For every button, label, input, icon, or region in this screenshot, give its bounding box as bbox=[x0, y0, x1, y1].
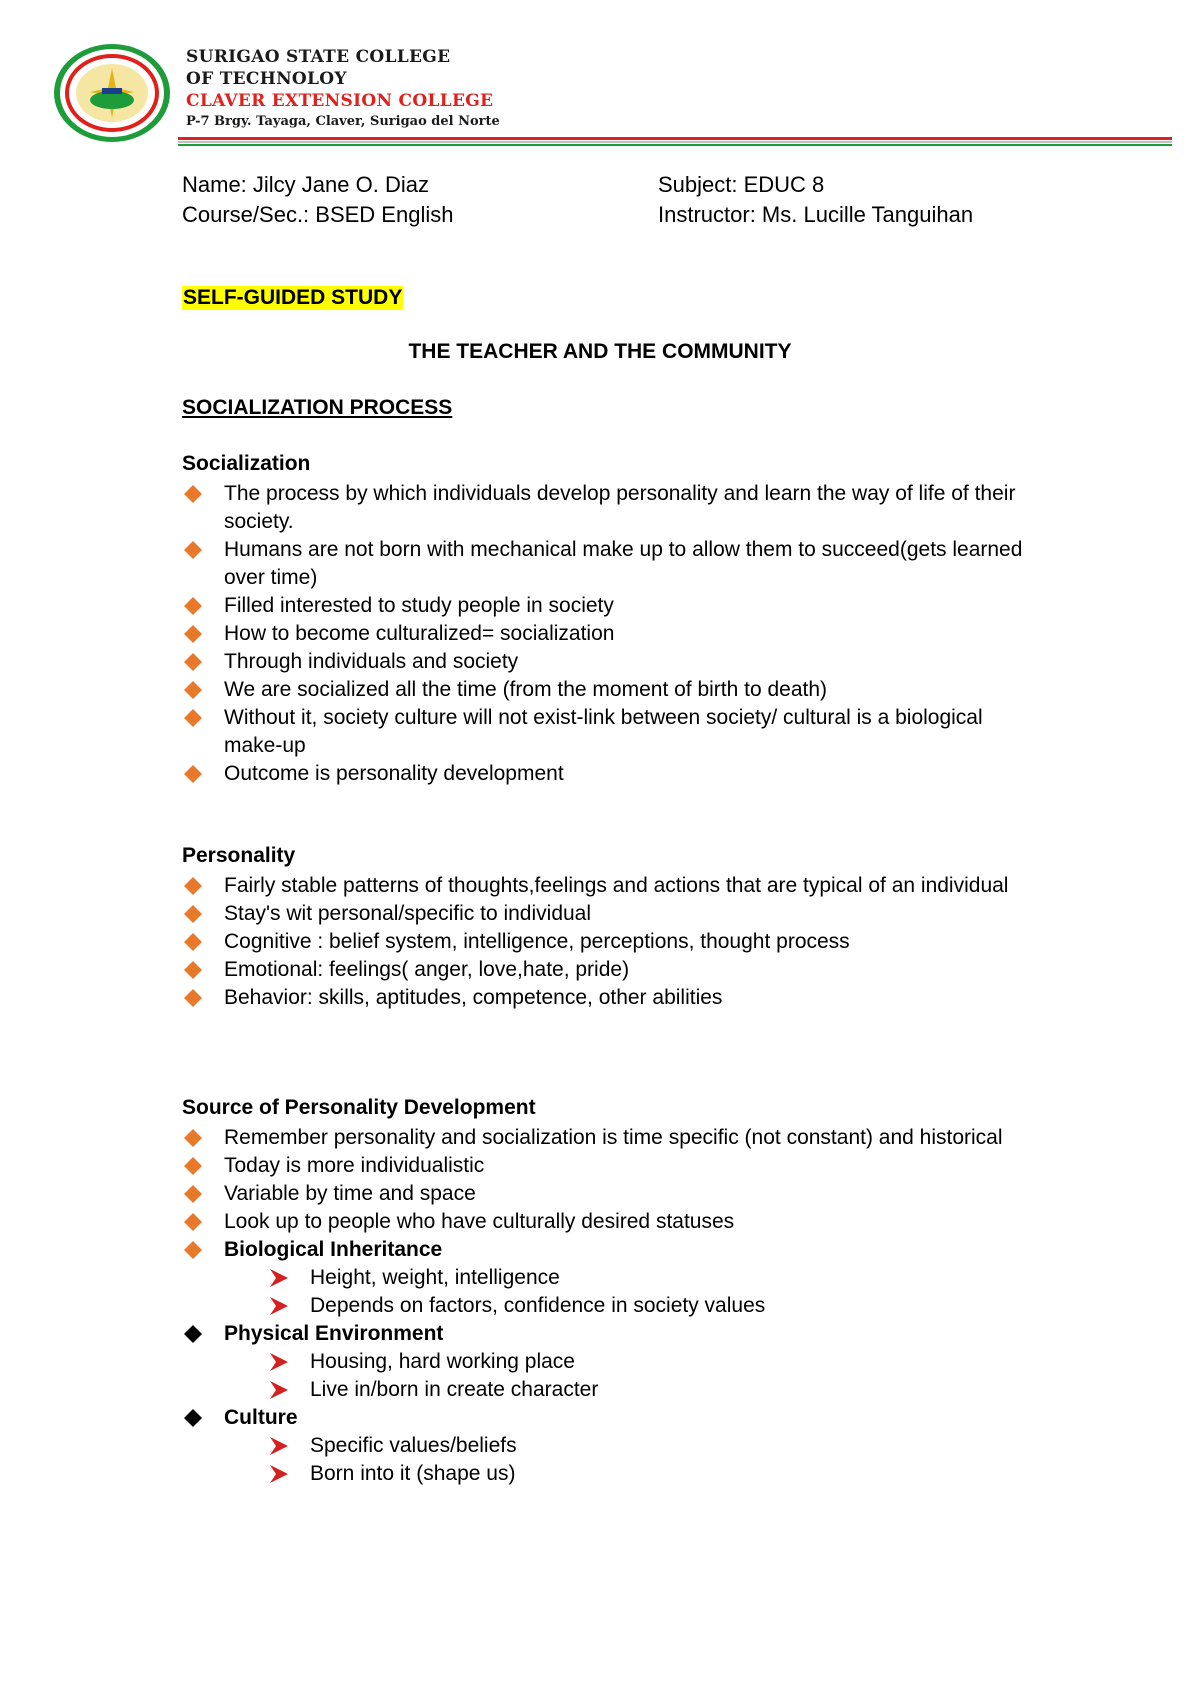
list-item-text: Outcome is personality development bbox=[224, 762, 564, 785]
list-item bbox=[182, 648, 1042, 676]
diamond-bullet-icon bbox=[184, 541, 202, 559]
sub-list bbox=[224, 1264, 1042, 1320]
sub-list bbox=[224, 1432, 1042, 1488]
list-item-text: How to become culturalized= socialization bbox=[224, 622, 615, 645]
list-item bbox=[182, 1152, 1042, 1180]
diamond-bullet-icon bbox=[184, 681, 202, 699]
diamond-bullet-icon bbox=[184, 989, 202, 1007]
sub-list-item-text: Specific values/beliefs bbox=[310, 1434, 517, 1457]
list-item bbox=[182, 760, 1042, 788]
list-item-text: Look up to people who have culturally desired statuses bbox=[224, 1210, 735, 1233]
diamond-bullet-icon bbox=[184, 905, 202, 923]
list-item bbox=[182, 900, 1042, 928]
student-info bbox=[182, 170, 453, 230]
list-item bbox=[182, 984, 1042, 1012]
source-heading: Source of Personality Development bbox=[182, 1096, 536, 1119]
group-label: Culture bbox=[224, 1406, 298, 1429]
list-item bbox=[182, 1180, 1042, 1208]
list-item bbox=[182, 676, 1042, 704]
arrow-bullet-icon bbox=[270, 1437, 288, 1455]
list-item bbox=[182, 872, 1042, 900]
section-title: SOCIALIZATION PROCESS bbox=[182, 396, 453, 419]
sub-list-item-text: Born into it (shape us) bbox=[310, 1462, 516, 1485]
sub-list-item bbox=[224, 1432, 1042, 1460]
campus-name: CLAVER EXTENSION COLLEGE bbox=[186, 91, 494, 111]
group-label: Biological Inheritance bbox=[224, 1238, 443, 1261]
header-rule-green bbox=[178, 144, 1172, 146]
list-item bbox=[182, 928, 1042, 956]
diamond-bullet-icon bbox=[184, 1241, 202, 1259]
list-item-text: Variable by time and space bbox=[224, 1182, 476, 1205]
list-item bbox=[182, 480, 1042, 536]
diamond-bullet-icon bbox=[184, 1325, 202, 1343]
arrow-bullet-icon bbox=[270, 1353, 288, 1371]
group-label: Physical Environment bbox=[224, 1322, 444, 1345]
instructor: Instructor: Ms. Lucille Tanguihan bbox=[658, 202, 974, 227]
student-name: Name: Jilcy Jane O. Diaz bbox=[182, 172, 429, 197]
personality-heading: Personality bbox=[182, 844, 296, 867]
list-item bbox=[182, 704, 1042, 760]
college-header bbox=[186, 46, 500, 132]
socialization-list bbox=[182, 480, 1042, 788]
sub-list-item bbox=[224, 1460, 1042, 1488]
header-rule-red bbox=[178, 137, 1172, 140]
list-item bbox=[182, 620, 1042, 648]
list-item bbox=[182, 1124, 1042, 1152]
list-item-text: Through individuals and society bbox=[224, 650, 519, 673]
document-title: THE TEACHER AND THE COMMUNITY bbox=[408, 340, 792, 363]
self-guided-label: SELF-GUIDED STUDY bbox=[183, 286, 403, 309]
group-item bbox=[182, 1404, 1042, 1488]
list-item bbox=[182, 1208, 1042, 1236]
arrow-bullet-icon bbox=[270, 1269, 288, 1287]
source-list bbox=[182, 1124, 1042, 1488]
list-item bbox=[182, 536, 1042, 592]
list-item-text: We are socialized all the time (from the moment of birth to death) bbox=[224, 678, 828, 701]
diamond-bullet-icon bbox=[184, 709, 202, 727]
sub-list-item-text: Depends on factors, confidence in society values bbox=[310, 1294, 766, 1317]
sub-list-item bbox=[224, 1376, 1042, 1404]
diamond-bullet-icon bbox=[184, 1157, 202, 1175]
college-seal-logo bbox=[52, 42, 178, 144]
arrow-bullet-icon bbox=[270, 1297, 288, 1315]
list-item-text: Behavior: skills, aptitudes, competence, other abilities bbox=[224, 986, 723, 1009]
diamond-bullet-icon bbox=[184, 877, 202, 895]
list-item-text: Emotional: feelings( anger, love,hate, pride) bbox=[224, 958, 630, 981]
arrow-bullet-icon bbox=[270, 1465, 288, 1483]
college-name-line2: OF TECHNOLOY bbox=[186, 69, 347, 89]
list-item-text: Today is more individualistic bbox=[224, 1154, 485, 1177]
campus-address: P-7 Brgy. Tayaga, Claver, Surigao del Norte bbox=[186, 114, 500, 129]
diamond-bullet-icon bbox=[184, 1409, 202, 1427]
subject: Subject: EDUC 8 bbox=[658, 172, 825, 197]
sub-list-item bbox=[224, 1292, 1042, 1320]
list-item-text: Remember personality and socialization is time specific (not constant) and historical bbox=[224, 1126, 1003, 1149]
list-item-text: The process by which individuals develop personality and learn the way of life of their society. bbox=[224, 482, 1016, 533]
diamond-bullet-icon bbox=[184, 653, 202, 671]
diamond-bullet-icon bbox=[184, 961, 202, 979]
list-item bbox=[182, 956, 1042, 984]
list-item-text: Stay's wit personal/specific to individual bbox=[224, 902, 592, 925]
header-rule-gray bbox=[178, 141, 1172, 143]
list-item-text: Cognitive : belief system, intelligence, perceptions, thought process bbox=[224, 930, 850, 953]
sub-list-item bbox=[224, 1264, 1042, 1292]
sub-list-item-text: Height, weight, intelligence bbox=[310, 1266, 560, 1289]
list-item bbox=[182, 592, 1042, 620]
diamond-bullet-icon bbox=[184, 1185, 202, 1203]
socialization-heading: Socialization bbox=[182, 452, 311, 475]
sub-list-item-text: Housing, hard working place bbox=[310, 1350, 575, 1373]
diamond-bullet-icon bbox=[184, 597, 202, 615]
diamond-bullet-icon bbox=[184, 765, 202, 783]
list-item-text: Fairly stable patterns of thoughts,feelings and actions that are typical of an individual bbox=[224, 874, 1009, 897]
personality-list bbox=[182, 872, 1042, 1012]
diamond-bullet-icon bbox=[184, 1129, 202, 1147]
student-course: Course/Sec.: BSED English bbox=[182, 202, 454, 227]
subject-info bbox=[658, 170, 973, 230]
diamond-bullet-icon bbox=[184, 1213, 202, 1231]
list-item-text: Without it, society culture will not exist-link between society/ cultural is a biological make-up bbox=[224, 706, 983, 757]
diamond-bullet-icon bbox=[184, 933, 202, 951]
diamond-bullet-icon bbox=[184, 625, 202, 643]
sub-list-item bbox=[224, 1348, 1042, 1376]
sub-list-item-text: Live in/born in create character bbox=[310, 1378, 599, 1401]
group-item bbox=[182, 1236, 1042, 1320]
diamond-bullet-icon bbox=[184, 485, 202, 503]
list-item-text: Humans are not born with mechanical make up to allow them to succeed(gets learned over time) bbox=[224, 538, 1023, 589]
list-item-text: Filled interested to study people in society bbox=[224, 594, 614, 617]
group-item bbox=[182, 1320, 1042, 1404]
arrow-bullet-icon bbox=[270, 1381, 288, 1399]
college-name: SURIGAO STATE COLLEGE bbox=[186, 47, 451, 67]
sub-list bbox=[224, 1348, 1042, 1404]
